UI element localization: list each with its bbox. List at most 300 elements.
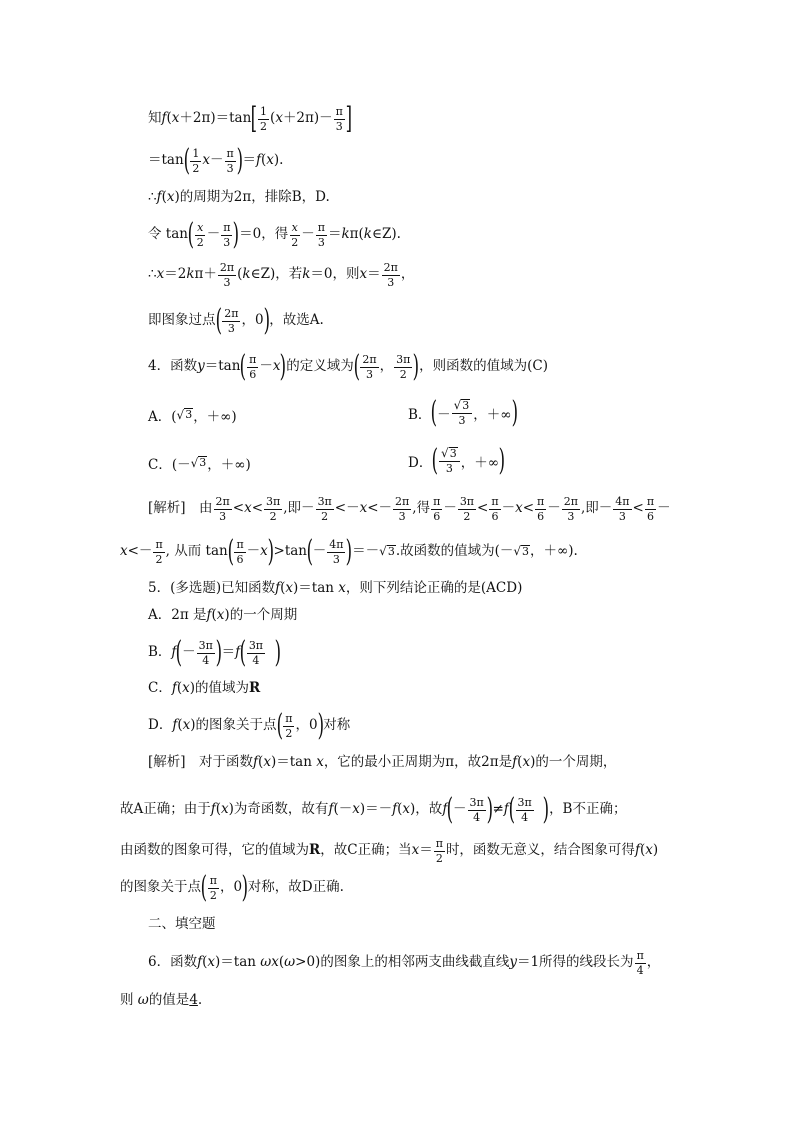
solution-line-2 [148,143,284,178]
text: ( [260,152,267,169]
text: 则 [120,992,134,1008]
numerator: 4π [329,537,344,551]
solution-4-line-2 [120,534,578,569]
denominator: 6 [249,367,257,381]
var: x [197,220,204,234]
paren-right: ) [346,534,353,569]
paren-right: ) [241,870,249,905]
paren-left: ( [187,217,195,252]
numerator: 4π [615,495,630,508]
question-4 [148,349,549,384]
numerator: 3π [266,495,281,508]
var: x [182,680,190,696]
text: )＝tan [293,580,334,596]
denominator: 4 [636,963,644,977]
var: y [509,954,517,971]
numerator: 1 [260,104,268,118]
text: , 从而 tan [165,543,228,560]
text: C．(－ [148,457,191,473]
text: ∈Z). [371,226,401,243]
text: ＝1所得的线段长为 [516,954,634,971]
q5-option-a [148,609,297,623]
denominator: 6 [433,509,441,523]
text: )的图象关于点 [190,717,277,734]
var: f [275,580,281,596]
var: x [402,801,411,818]
text: ＝2 [164,266,187,283]
fraction [258,106,269,132]
set-symbol: R [309,842,321,859]
fraction [234,539,245,565]
text: ，则下列结论正确的是( [345,580,487,596]
denominator: 3 [445,462,453,476]
paren-right: ) [542,792,550,827]
var: f [172,717,178,734]
denominator: 3 [366,367,374,381]
text: 故A正确；由于 [120,801,211,818]
fraction [360,354,378,380]
text: ) [517,580,523,596]
numerator: 3π [396,352,411,366]
text: ＝ [367,266,381,283]
text: ( [517,754,523,770]
fraction [327,539,345,565]
var: x [156,266,165,283]
var: ω [284,954,296,971]
text: ， [400,266,415,283]
text: ，0 [295,717,318,734]
text: ( [202,954,208,971]
text: ，＋∞). [530,543,578,560]
text: ，＋∞) [193,409,237,425]
text: < [477,500,489,517]
denominator: 3 [223,235,231,249]
numerator: π [491,495,499,508]
solution-4-line-1 [148,496,671,522]
numerator: π [433,495,441,508]
text: － [547,500,561,517]
paren-left: ( [227,534,234,569]
numerator: π [646,495,655,508]
text: － [437,407,451,423]
text: ＋2π)－ [282,110,333,127]
text: D． [408,455,433,471]
radical-sign: √ [176,408,185,422]
paren-left: ( [306,534,314,569]
text: ＝tan [204,358,241,375]
text: ，B不正确； [549,801,627,818]
text: 的值是 [148,992,190,1008]
denominator: 3 [398,509,406,523]
fraction [208,875,219,901]
var: k [186,266,195,283]
denominator: 3 [223,275,231,289]
var: f [253,754,259,770]
fraction [214,496,232,522]
paren-right: ) [263,303,270,338]
heading-text: 二、填空题 [148,916,216,932]
numerator: π [317,220,325,234]
text: ＋2π)＝tan [179,110,252,127]
q5-option-d [148,708,351,743]
text: .故函数的值域为(－ [395,543,514,560]
var: x [207,954,215,971]
numerator: 2π [362,352,377,366]
text: ( [237,266,243,283]
sqrt [191,456,208,470]
text: － [206,226,221,243]
text: 时，函数无意义，结合图象可得 [445,842,635,859]
text: B． [148,644,172,661]
radicand: 3 [199,456,207,469]
numerator [452,399,473,414]
var: x [182,717,191,734]
text: ( [639,842,646,859]
radicand: 3 [522,545,530,559]
text: ( [280,580,286,596]
denominator: 3 [332,552,340,566]
var: f [328,801,334,818]
sqrt [177,408,194,422]
fraction [434,838,445,864]
text: <－ [334,500,360,517]
q5-option-c [148,682,260,696]
var: k [302,266,311,283]
var: x [645,842,653,859]
denominator: 3 [317,235,325,249]
fraction [316,222,327,248]
text: ，故选A. [269,312,324,329]
text: － [501,500,516,517]
text: 4．函数 [148,358,198,375]
fraction [382,262,400,288]
numerator: 2π [383,261,398,274]
var: ωx [260,954,279,971]
radical-sign: √ [453,398,462,413]
text: >tan [273,543,307,560]
denominator: 3 [458,414,466,428]
fraction [247,354,258,380]
text: ＝ [221,644,236,661]
text: < [522,500,535,517]
denominator: 3 [387,275,395,289]
numerator: π [155,537,163,551]
fraction [247,640,265,666]
var: x [221,801,229,818]
numerator: 2π [563,495,578,508]
denominator: 2 [196,235,204,249]
bracket-left: [ [250,101,258,136]
fraction [197,640,215,666]
text: ). [273,152,284,169]
text: ( [215,801,222,818]
text: ＝ [419,842,433,859]
var: f [197,954,203,971]
fraction [516,797,534,823]
fraction [334,106,345,132]
text: < [251,500,264,517]
text: ＝0，则 [310,266,360,283]
var: x [275,110,283,127]
text: ，则函数的值域为( [419,358,533,375]
numerator: π [223,220,231,234]
text: 的图象关于点 [120,879,201,896]
text: ，＋∞) [207,457,251,473]
var: x [260,543,268,560]
radical-sign: √ [379,544,387,559]
solution-5-line-3 [120,838,658,864]
var: x [263,754,271,770]
fraction [535,496,546,522]
text: )的值域为 [189,680,250,696]
paren-right: ) [267,534,274,569]
var: x [171,110,180,127]
denominator: 2 [291,235,299,249]
question-6-line-2 [120,994,202,1008]
var: f [171,644,177,661]
text: － [657,500,671,517]
text: C． [148,680,172,696]
text: )＝tan [270,754,312,770]
q5-option-b [148,635,281,670]
numerator: 3π [517,795,532,809]
paren-left: ( [239,635,247,670]
text: － [259,358,273,375]
paren-left: ( [431,443,439,478]
denominator: 3 [335,119,343,133]
numerator: π [537,495,545,508]
text: ( [258,754,264,770]
text: ，它的最小正周期为π，故2π是 [323,754,513,770]
numerator: π [209,873,217,887]
text: >0)的图象上的相邻两支曲线截直线 [295,954,510,971]
answer: ACD [486,580,518,596]
q4-option-c [148,453,251,473]
text: )为奇函数，故有 [228,801,329,818]
denominator: 2 [192,161,200,175]
var: x [515,500,523,517]
var: y [197,358,205,375]
text: ，＋∞ [460,455,499,471]
text: )的周期为2π，排除B，D. [174,189,330,205]
solution-line-5 [148,262,414,288]
fraction [316,496,334,522]
var: f [171,680,177,696]
q4-option-a [148,405,237,425]
numerator [439,447,460,462]
section-heading [148,918,216,932]
paren-left: ( [200,870,208,905]
numerator: π [249,352,257,366]
var: f [255,152,261,169]
sqrt [513,545,530,558]
denominator: 3 [618,509,626,523]
text: ,得 [412,500,431,517]
var: f [634,842,640,859]
var: x [202,152,211,169]
var: x [166,189,175,205]
text: 对称 [323,717,351,734]
var: x [272,358,281,375]
radicand: 3 [449,447,457,461]
denominator: 2 [155,552,163,566]
denominator: 4 [252,653,260,667]
paren-right: ) [413,349,420,384]
solution-5-line-2 [120,792,627,827]
fraction [195,222,206,248]
text: － [453,801,467,818]
text: ,即－ [283,500,315,517]
var: ω [137,992,149,1008]
var: x [244,500,252,517]
text: B． [408,407,432,423]
var: x [216,607,225,623]
numerator: 3π [469,795,484,809]
radicand: 3 [387,545,395,559]
fraction [289,222,300,248]
paren-right: ) [274,635,281,670]
text: π( [349,226,364,243]
var: f [161,110,167,127]
denominator: 2 [209,888,217,902]
numerator: π [285,711,293,725]
var: k [242,266,251,283]
denominator: 2 [463,509,471,523]
text: ∈Z)，若 [250,266,303,283]
radical-sign: √ [441,446,449,461]
text: ( [177,717,183,734]
var: f [512,754,518,770]
numerator: π [636,949,644,962]
text: － [246,543,261,560]
denominator: 2 [260,119,268,133]
paren-left: ( [215,303,222,338]
text: )，故 [410,801,443,818]
var: x [411,842,420,859]
text: ，0 [219,879,243,896]
var: f [206,607,212,623]
sqrt [454,399,471,412]
text: )＝－ [359,801,393,818]
numerator: π [226,146,234,160]
var: x [291,220,298,234]
var: x [120,543,128,560]
fraction [613,496,631,522]
text: (－ [333,801,353,818]
text: ， [379,358,394,375]
text: ＝ [242,152,256,169]
numerator [195,222,205,236]
numerator: 1 [192,146,200,160]
text: )＝tan [215,954,256,971]
var: x [352,801,360,818]
text: ＝－ [352,543,380,560]
fraction [645,496,656,522]
answer-blank: 4 [189,992,198,1008]
text: － [443,500,457,517]
paren-right: ) [280,349,287,384]
var: f [503,801,509,818]
text: － [210,152,224,169]
fraction [283,713,294,739]
question-5 [148,582,522,596]
denominator: 3 [567,509,575,523]
text: <－ [367,500,393,517]
denominator: 2 [435,851,443,865]
text: ( [278,954,285,971]
text: ,即－ [581,500,613,517]
text: － [312,543,327,560]
paren-right: ) [317,708,324,743]
text: ＝ [327,226,342,243]
fraction [221,222,232,248]
text: 由函数的图象可得，它的值域为 [120,842,309,859]
numerator: 3π [317,495,332,508]
fraction [431,496,442,522]
answer: C [532,358,543,375]
var: k [341,226,350,243]
text: )的一个周期， [530,754,617,770]
text: ( [166,110,172,127]
numerator: 2π [215,495,230,508]
fraction [393,496,411,522]
paren-left: ( [240,349,247,384]
fraction [635,950,646,976]
denominator: 4 [521,810,529,824]
paren-left: ( [353,349,360,384]
fraction [222,308,240,334]
text: π＋ [194,266,217,283]
bracket-right: ] [345,101,352,136]
set-symbol: R [249,680,261,696]
denominator: 2 [399,367,407,381]
var: f [235,644,241,661]
text: [解析] 由 [148,500,213,517]
text: ( [270,110,276,127]
text: ， [646,954,661,971]
radicand: 3 [185,408,193,421]
fraction [489,496,500,522]
numerator: π [236,537,244,551]
denominator: 4 [473,810,481,824]
text: ) [542,358,549,375]
fraction [468,797,486,823]
numerator: 3π [198,638,213,652]
text: 5．(多选题)已知函数 [148,580,276,596]
text: D． [148,717,173,734]
denominator: 6 [646,509,654,523]
text: ) [652,842,659,859]
paren-right: ) [498,443,506,478]
paren-right: ) [511,395,518,430]
text: ≠ [492,801,504,818]
fraction [153,539,164,565]
var: x [338,580,346,596]
fraction [218,262,236,288]
fraction [562,496,580,522]
radicand: 3 [462,399,470,413]
paren-right: ) [486,792,493,827]
paren-left: ( [276,708,283,743]
q4-option-d [408,443,506,478]
solution-5-line-4 [120,870,344,905]
var: x [266,152,274,169]
var: f [442,801,448,818]
text: 知 [148,110,162,127]
var: x [359,500,368,517]
solution-line-1 [148,101,352,136]
fraction [394,354,412,380]
